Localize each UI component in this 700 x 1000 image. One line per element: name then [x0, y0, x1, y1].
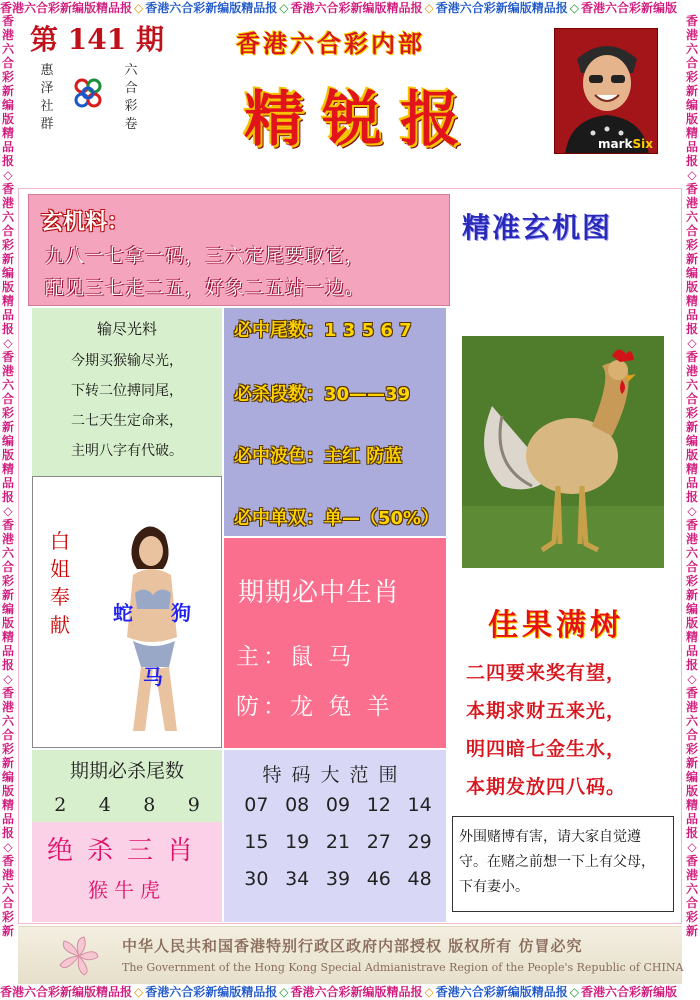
banner-text: 香港六合彩新编版	[581, 985, 678, 999]
must-zodiac-panel	[224, 538, 446, 748]
fruit-line: 二四要来奖有望，	[466, 662, 627, 684]
fruit-line: 本期发放四八码。	[466, 776, 627, 798]
range-number: 34	[285, 868, 310, 890]
bets-panel	[224, 308, 446, 536]
top-banner-strip	[0, 0, 700, 16]
poem-panel	[32, 308, 222, 476]
fruit-title: 佳果满树	[488, 608, 624, 643]
banner-text: ◇	[569, 1, 579, 15]
fruit-line: 本期求财五来光，	[466, 700, 627, 722]
bauhinia-emblem-icon	[56, 933, 102, 979]
secret-verse-panel	[28, 194, 450, 306]
range-grid	[236, 794, 440, 890]
issue-number: 第 141 期	[30, 23, 164, 56]
must-tail-numbers: 必中尾数：1 3 5 6 7	[234, 320, 412, 341]
range-title: 特码大范围	[262, 764, 408, 786]
kill-three-animals: 猴牛虎	[88, 878, 166, 902]
range-number: 09	[325, 794, 351, 816]
zodiac-dog: 狗	[171, 601, 191, 625]
range-number: 39	[325, 868, 351, 890]
banner-text: 香港六合彩新编版精品报	[435, 1, 568, 15]
banner-text: 香港六合彩新编版	[581, 1, 678, 15]
range-number: 14	[407, 794, 432, 816]
main-zodiac: 主：鼠 马	[236, 644, 356, 670]
banner-text: 香港六合彩新编版精品报	[290, 1, 423, 15]
page-title: 精锐报	[244, 85, 478, 155]
footer	[18, 926, 682, 984]
kill-tail-digits: 2 4 8 9	[54, 794, 200, 816]
fruit-line: 明四暗七金生水，	[466, 738, 627, 760]
left-banner-strip	[0, 14, 16, 986]
footer-cn: 中华人民共和国香港特别行政区政府内部授权 版权所有 仿冒必究	[122, 937, 583, 955]
banner-text: ◇	[134, 985, 144, 999]
portrait-image	[554, 28, 658, 154]
kill-tail-panel	[32, 750, 222, 822]
rooster-icon	[462, 336, 664, 568]
banner-text: 香港六合彩新编版精品报	[435, 985, 568, 999]
logo-left-text: 惠 泽 社 群	[40, 63, 54, 132]
poem-title: 输尽光料	[96, 320, 157, 338]
banner-text: 香港六合彩新编版精品报◇香港六合彩新编版精品报◇香港六合彩新编版精品报◇香港六合彩新编版精品报◇香港六合彩新编版精品报◇香港六合彩新	[1, 14, 14, 938]
right-banner-strip	[684, 14, 700, 986]
secret-line-1: 九八一七拿一码，三六定尾要取它，	[45, 245, 366, 267]
must-wave-color: 必中波色：主红 防蓝	[234, 446, 403, 467]
banner-text: 香港六合彩新编版精品报	[0, 985, 133, 999]
range-number: 15	[244, 831, 269, 853]
banner-text: ◇	[279, 985, 289, 999]
puzzle-picture-title: 精准玄机图	[462, 211, 613, 244]
secret-heading: 玄机料：	[41, 209, 130, 235]
man-portrait-icon	[555, 29, 658, 154]
logo-right-text: 六 合 彩 卷	[124, 63, 138, 132]
banner-text: ◇	[424, 1, 434, 15]
banner-text: 香港六合彩新编版精品报	[145, 1, 278, 15]
banner-text: 香港六合彩新编版精品报	[145, 985, 278, 999]
club-logo	[32, 62, 160, 138]
poem-line: 今期买猴输尽光，	[71, 353, 183, 369]
kill-tail-title: 期期必杀尾数	[69, 760, 184, 782]
poem-line: 二七天生定命来，	[71, 413, 183, 429]
range-number: 46	[366, 868, 391, 890]
must-kill-range: 必杀段数：30——39	[234, 384, 411, 405]
range-number: 19	[285, 831, 310, 853]
gambling-warning: 外围赌博有害，请大家自觉遵守。在赌之前想一下上有父母，下有妻小。	[452, 816, 674, 912]
banner-text: ◇	[569, 985, 579, 999]
banner-text: ◇	[279, 1, 289, 15]
secret-line-2: 配见三七走二五，好象二五站一边。	[45, 277, 366, 299]
kill-three-panel	[32, 822, 222, 922]
range-number: 12	[366, 794, 391, 816]
marksix-brand: markSix	[598, 137, 653, 151]
poem-line: 下转二位搏同尾，	[71, 383, 183, 399]
header	[18, 16, 682, 186]
zodiac-snake: 蛇	[113, 601, 133, 625]
range-number: 48	[407, 868, 432, 890]
range-number: 21	[325, 831, 351, 853]
banner-text: ◇	[424, 985, 434, 999]
must-zodiac-title: 期期必中生肖	[238, 578, 401, 608]
must-odd-even: 必中单双：单—（50%）	[234, 508, 440, 529]
banner-text: 香港六合彩新编版精品报	[290, 985, 423, 999]
baijie-tag: 白 姐 奉 献	[50, 529, 70, 637]
banner-text: 香港六合彩新编版精品报	[0, 1, 133, 15]
bottom-banner-strip	[0, 984, 700, 1000]
header-subtitle: 香港六合彩内部	[236, 29, 425, 58]
range-number: 07	[244, 794, 269, 816]
zodiac-horse: 马	[143, 665, 163, 689]
footer-en: The Government of the Hong Kong Special Admianistrave Region of the People's Republic of CHINA	[122, 961, 684, 974]
range-number: 08	[285, 794, 310, 816]
model-photo-icon	[93, 517, 203, 737]
special-range-panel	[224, 750, 446, 922]
photo-panel	[32, 476, 222, 748]
range-number: 30	[244, 868, 269, 890]
banner-text: ◇	[134, 1, 144, 15]
kill-three-title: 绝杀三肖	[46, 836, 207, 866]
range-number: 27	[366, 831, 391, 853]
rooster-photo	[462, 336, 664, 568]
rings-logo-icon	[68, 74, 108, 114]
poem-line: 主明八字有代破。	[71, 443, 183, 459]
range-number: 29	[407, 831, 432, 853]
banner-text: 香港六合彩新编版精品报◇香港六合彩新编版精品报◇香港六合彩新编版精品报◇香港六合彩新编版精品报◇香港六合彩新编版精品报◇香港六合彩新	[685, 14, 698, 938]
guard-zodiac: 防：龙 兔 羊	[236, 694, 394, 720]
